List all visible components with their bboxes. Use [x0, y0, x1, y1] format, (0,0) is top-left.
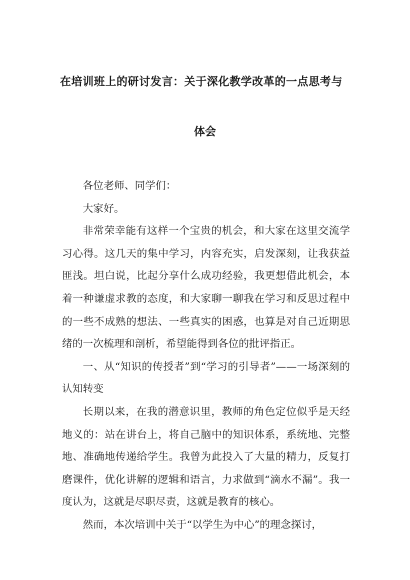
section-heading-1: 一、从“知识的传授者”到“学习的引导者”——一场深刻的认知转变: [62, 360, 350, 396]
paragraph-section1-body: 长期以来，在我的潜意识里，教师的角色定位似乎是天经地义的：站在讲台上，将自己脑中的知识体系，系统地、完整地、准确地传递给学生。我曾为此投入了大量的精力，反复打磨课件，优化讲解的逻辑和语言，力求做到“滴水不漏”。我一度认为，这就是尽职尽责，这就是教育的核心。: [62, 405, 350, 509]
salutation: 各位老师、同学们：: [82, 180, 177, 192]
greeting: 大家好。: [82, 202, 125, 215]
paragraph-section1-continued: 然而，本次培训中关于“以学生为中心”的理念探讨，: [82, 518, 323, 531]
paragraph-intro: 非常荣幸能有这样一个宝贵的机会，和大家在这里交流学习心得。这几天的集中学习，内容充实，启发深刻，让我获益匪浅。坦白说，比起分享什么成功经验，我更想借此机会，本着一种谦虚求教的态度，和大家聊一聊我在学习和反思过程中的一些不成熟的想法、一些真实的困惑，也算是对自己近期思绪的一次梳理和剖析，希望能得到各位的批评指正。: [62, 225, 350, 351]
document-title-continuation: 体会: [194, 125, 216, 138]
document-body: [62, 175, 350, 537]
document-title: 在培训班上的研讨发言：关于深化教学改革的一点思考与: [60, 75, 343, 88]
